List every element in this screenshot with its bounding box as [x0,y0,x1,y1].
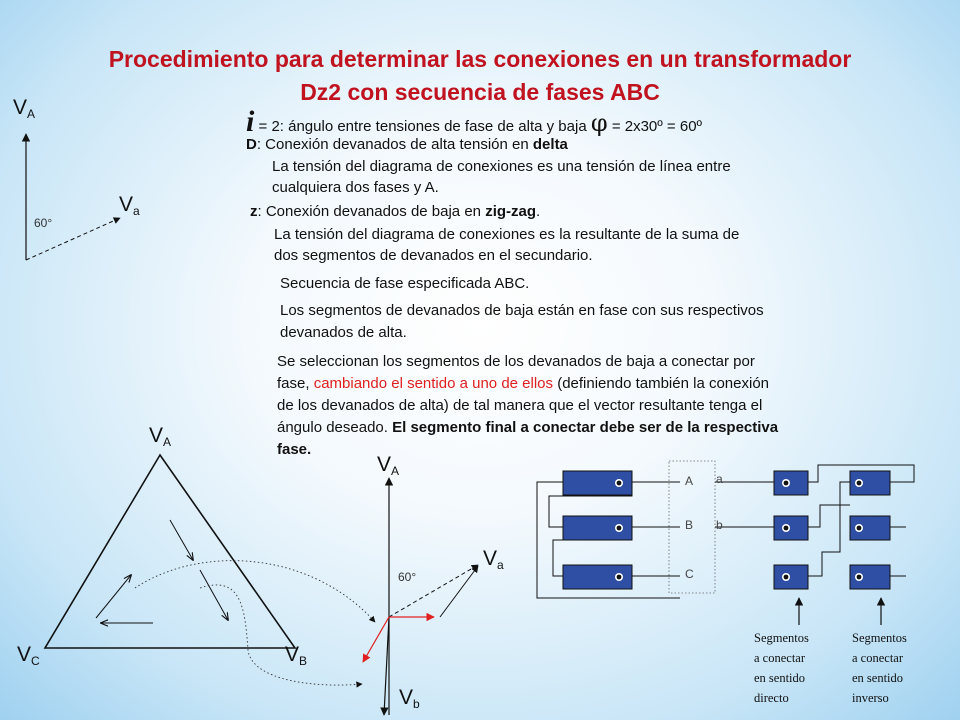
delta-triangle [45,455,375,685]
d-heading-bold: delta [532,136,568,153]
caption-inverse: Segmentos a conectar en sentido inverso [852,631,907,705]
delta-arrow-1 [170,520,193,560]
z-letter: z [250,203,258,220]
lv-direct-coil-3 [774,565,808,589]
d-letter: D [246,136,257,153]
label-vsmall-a-upper: $V_a$ [119,193,140,218]
zigzag-phasors [363,478,478,715]
select-line-5: fase. [277,441,312,458]
lv-wire-low [808,482,850,576]
z-line-1: La tensión del diagrama de conexiones es la resultante de la suma de [274,226,740,243]
label-vsmall-b: $V_b$ [399,686,420,711]
z-heading-text: : Conexión devanados de baja en [257,203,486,220]
label-vb-triangle: $V_B$ [285,643,308,668]
page-title: Procedimiento para determinar las conexiones en un transformador [108,46,852,72]
lv-direct-coil-1 [774,471,808,495]
sequence-text: Secuencia de fase especificada ABC. [280,275,530,292]
select-line-2-red: cambiando el sentido a uno de ellos [313,375,554,392]
select-line-2-post: (definiendo también la conexión [553,375,770,392]
z-heading-end: . [536,203,541,220]
label-vsmall-a-middle: $V_a$ [483,547,504,572]
phase-line-1: Los segmentos de devanados de baja están en fase con sus respectivos [280,302,764,319]
red-segment-2 [363,617,389,662]
index-symbol: i [246,105,255,138]
select-line-1: Se seleccionan los segmentos de los devanados de baja a conectar por [277,353,755,370]
black-segment-1 [440,566,478,617]
z-heading-bold: zig-zag [485,203,537,220]
label-va-upper: $V_A$ [13,96,36,121]
wiring-label-a-lower: a [716,472,723,486]
index-result: = 2x30º = 60º [607,118,703,135]
delta-outline [45,455,295,648]
dotted-link-lower [200,585,362,685]
label-vc-triangle: $V_C$ [17,643,40,668]
d-line-2: cualquiera dos fases y A. [272,179,439,196]
phase-line-2: devanados de alta. [280,324,407,341]
top-left-phasors [26,134,120,260]
lv-coils-inverse [850,471,890,589]
d-line-1: La tensión del diagrama de conexiones es una tensión de línea entre [272,158,731,175]
lv-direct-coil-2 [774,516,808,540]
phi-symbol: φ [590,109,608,137]
page-subtitle: Dz2 con secuencia de fases ABC [300,79,660,105]
hv-coils [563,471,632,589]
angle-label-upper: 60° [34,216,53,230]
delta-arrow-2 [200,570,228,620]
select-line-3: de los devanados de alta) de tal manera que el vector resultante tenga el [277,397,763,414]
caption-direct: Segmentos a conectar en sentido directo [754,631,809,705]
lv-wire-mid [808,505,850,527]
wiring-label-b-lower: b [716,518,723,532]
select-line-4-bold: El segmento final a conectar debe ser de la respectiva [392,419,779,436]
select-line-2-pre: fase, [277,375,314,392]
label-va-triangle: $V_A$ [149,424,172,449]
lv-coils-direct [774,471,808,589]
angle-label-middle: 60° [398,570,417,584]
index-text: = 2: ángulo entre tensiones de fase de alta y baja [254,118,591,135]
delta-arrow-4 [96,575,131,618]
select-line-4-pre: ángulo deseado. [277,419,393,436]
label-va-middle: $V_A$ [377,453,400,478]
phasor-vsmall-b [384,617,389,715]
z-line-2: dos segmentos de devanados en el secundario. [274,247,593,264]
wiring-label-b-upper: B [685,518,694,532]
wiring-label-a-upper: A [685,474,694,488]
d-heading-text: : Conexión devanados de alta tensión en [256,136,533,153]
wiring-label-c-upper: C [685,567,694,581]
